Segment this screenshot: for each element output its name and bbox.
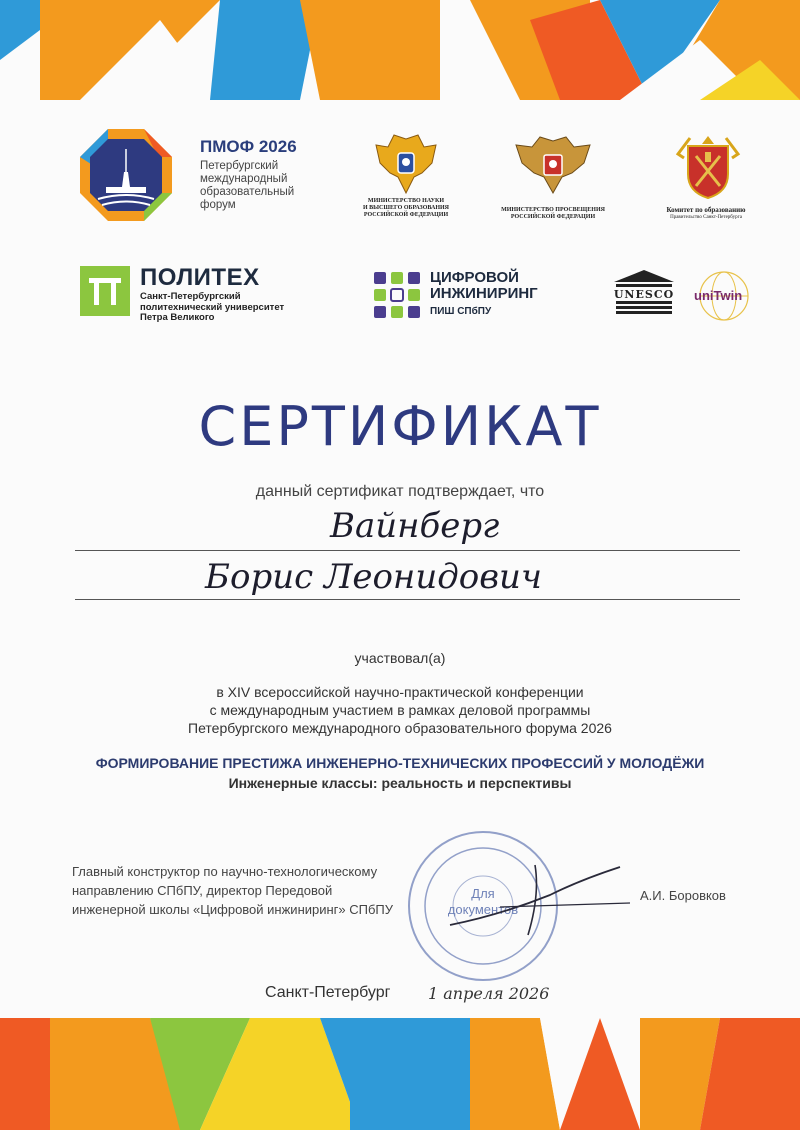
stamp-text: Для документов [447, 886, 519, 917]
unesco-temple-icon [612, 270, 676, 322]
conference-subtheme: Инженерные классы: реальность и перспективы [228, 775, 572, 791]
pmof-logo [78, 127, 174, 228]
recipient-name: Борис Леонидович [205, 557, 543, 597]
unitwin-globe-icon [692, 268, 752, 324]
certificate-title: СЕРТИФИКАТ [198, 395, 602, 458]
committee-caption: Комитет по образованию Правительство Санкт-Петербурга [666, 206, 746, 220]
date: 1 апреля 2026 [428, 984, 550, 1003]
spb-coat-of-arms-icon [672, 134, 744, 207]
recipient-surname: Вайнберг [330, 506, 500, 546]
conference-description: в XIV всероссийской научно-практической конференции с международным участием в рамках деловой программы Петербургского международного образовательного форума 2026 [188, 684, 612, 736]
digital-engineering-title: ЦИФРОВОЙ ИНЖИНИРИНГ [430, 269, 538, 302]
pmof-subtitle: Петербургский международный образовательный форум [200, 160, 295, 211]
digital-engineering-subtitle: ПИШ СПбПУ [430, 306, 492, 317]
top-decorative-band [0, 0, 800, 100]
place: Санкт-Петербург [265, 984, 391, 1001]
unitwin-label: uniTwin [694, 288, 743, 303]
polytech-pi-icon [80, 266, 130, 316]
signer-name: А.И. Боровков [640, 888, 726, 903]
bottom-decorative-band [0, 1018, 800, 1130]
unesco-label: UNESCO [613, 288, 675, 301]
digital-engineering-grid-icon [372, 270, 424, 327]
handwritten-signature [440, 855, 640, 950]
ministry-science-caption: МИНИСТЕРСТВО НАУКИ И ВЫСШЕГО ОБРАЗОВАНИЯ РОССИЙСКОЙ ФЕДЕРАЦИИ [363, 198, 449, 218]
conference-theme: ФОРМИРОВАНИЕ ПРЕСТИЖА ИНЖЕНЕРНО-ТЕХНИЧЕСКИХ ПРОФЕССИЙ У МОЛОДЁЖИ [95, 755, 705, 771]
double-headed-eagle-icon [512, 135, 594, 202]
confirm-text: данный сертификат подтверждает, что [255, 483, 545, 500]
pmof-title: ПМОФ 2026 [200, 137, 297, 156]
polytech-title: ПОЛИТЕХ [140, 264, 260, 291]
polytech-subtitle: Санкт-Петербургский политехнический университет Петра Великого [140, 291, 285, 323]
participated-text: участвовал(а) [354, 650, 446, 666]
name-underline [75, 599, 740, 600]
signer-position: Главный конструктор по научно-технологическому направлению СПбПУ, директор Передовой инженерной школы «Цифровой инжиниринг» СПбПУ [72, 864, 394, 917]
double-headed-eagle-icon [372, 133, 440, 204]
surname-underline [75, 550, 740, 551]
ministry-education-caption: МИНИСТЕРСТВО ПРОСВЕЩЕНИЯ РОССИЙСКОЙ ФЕДЕРАЦИИ [501, 207, 605, 220]
